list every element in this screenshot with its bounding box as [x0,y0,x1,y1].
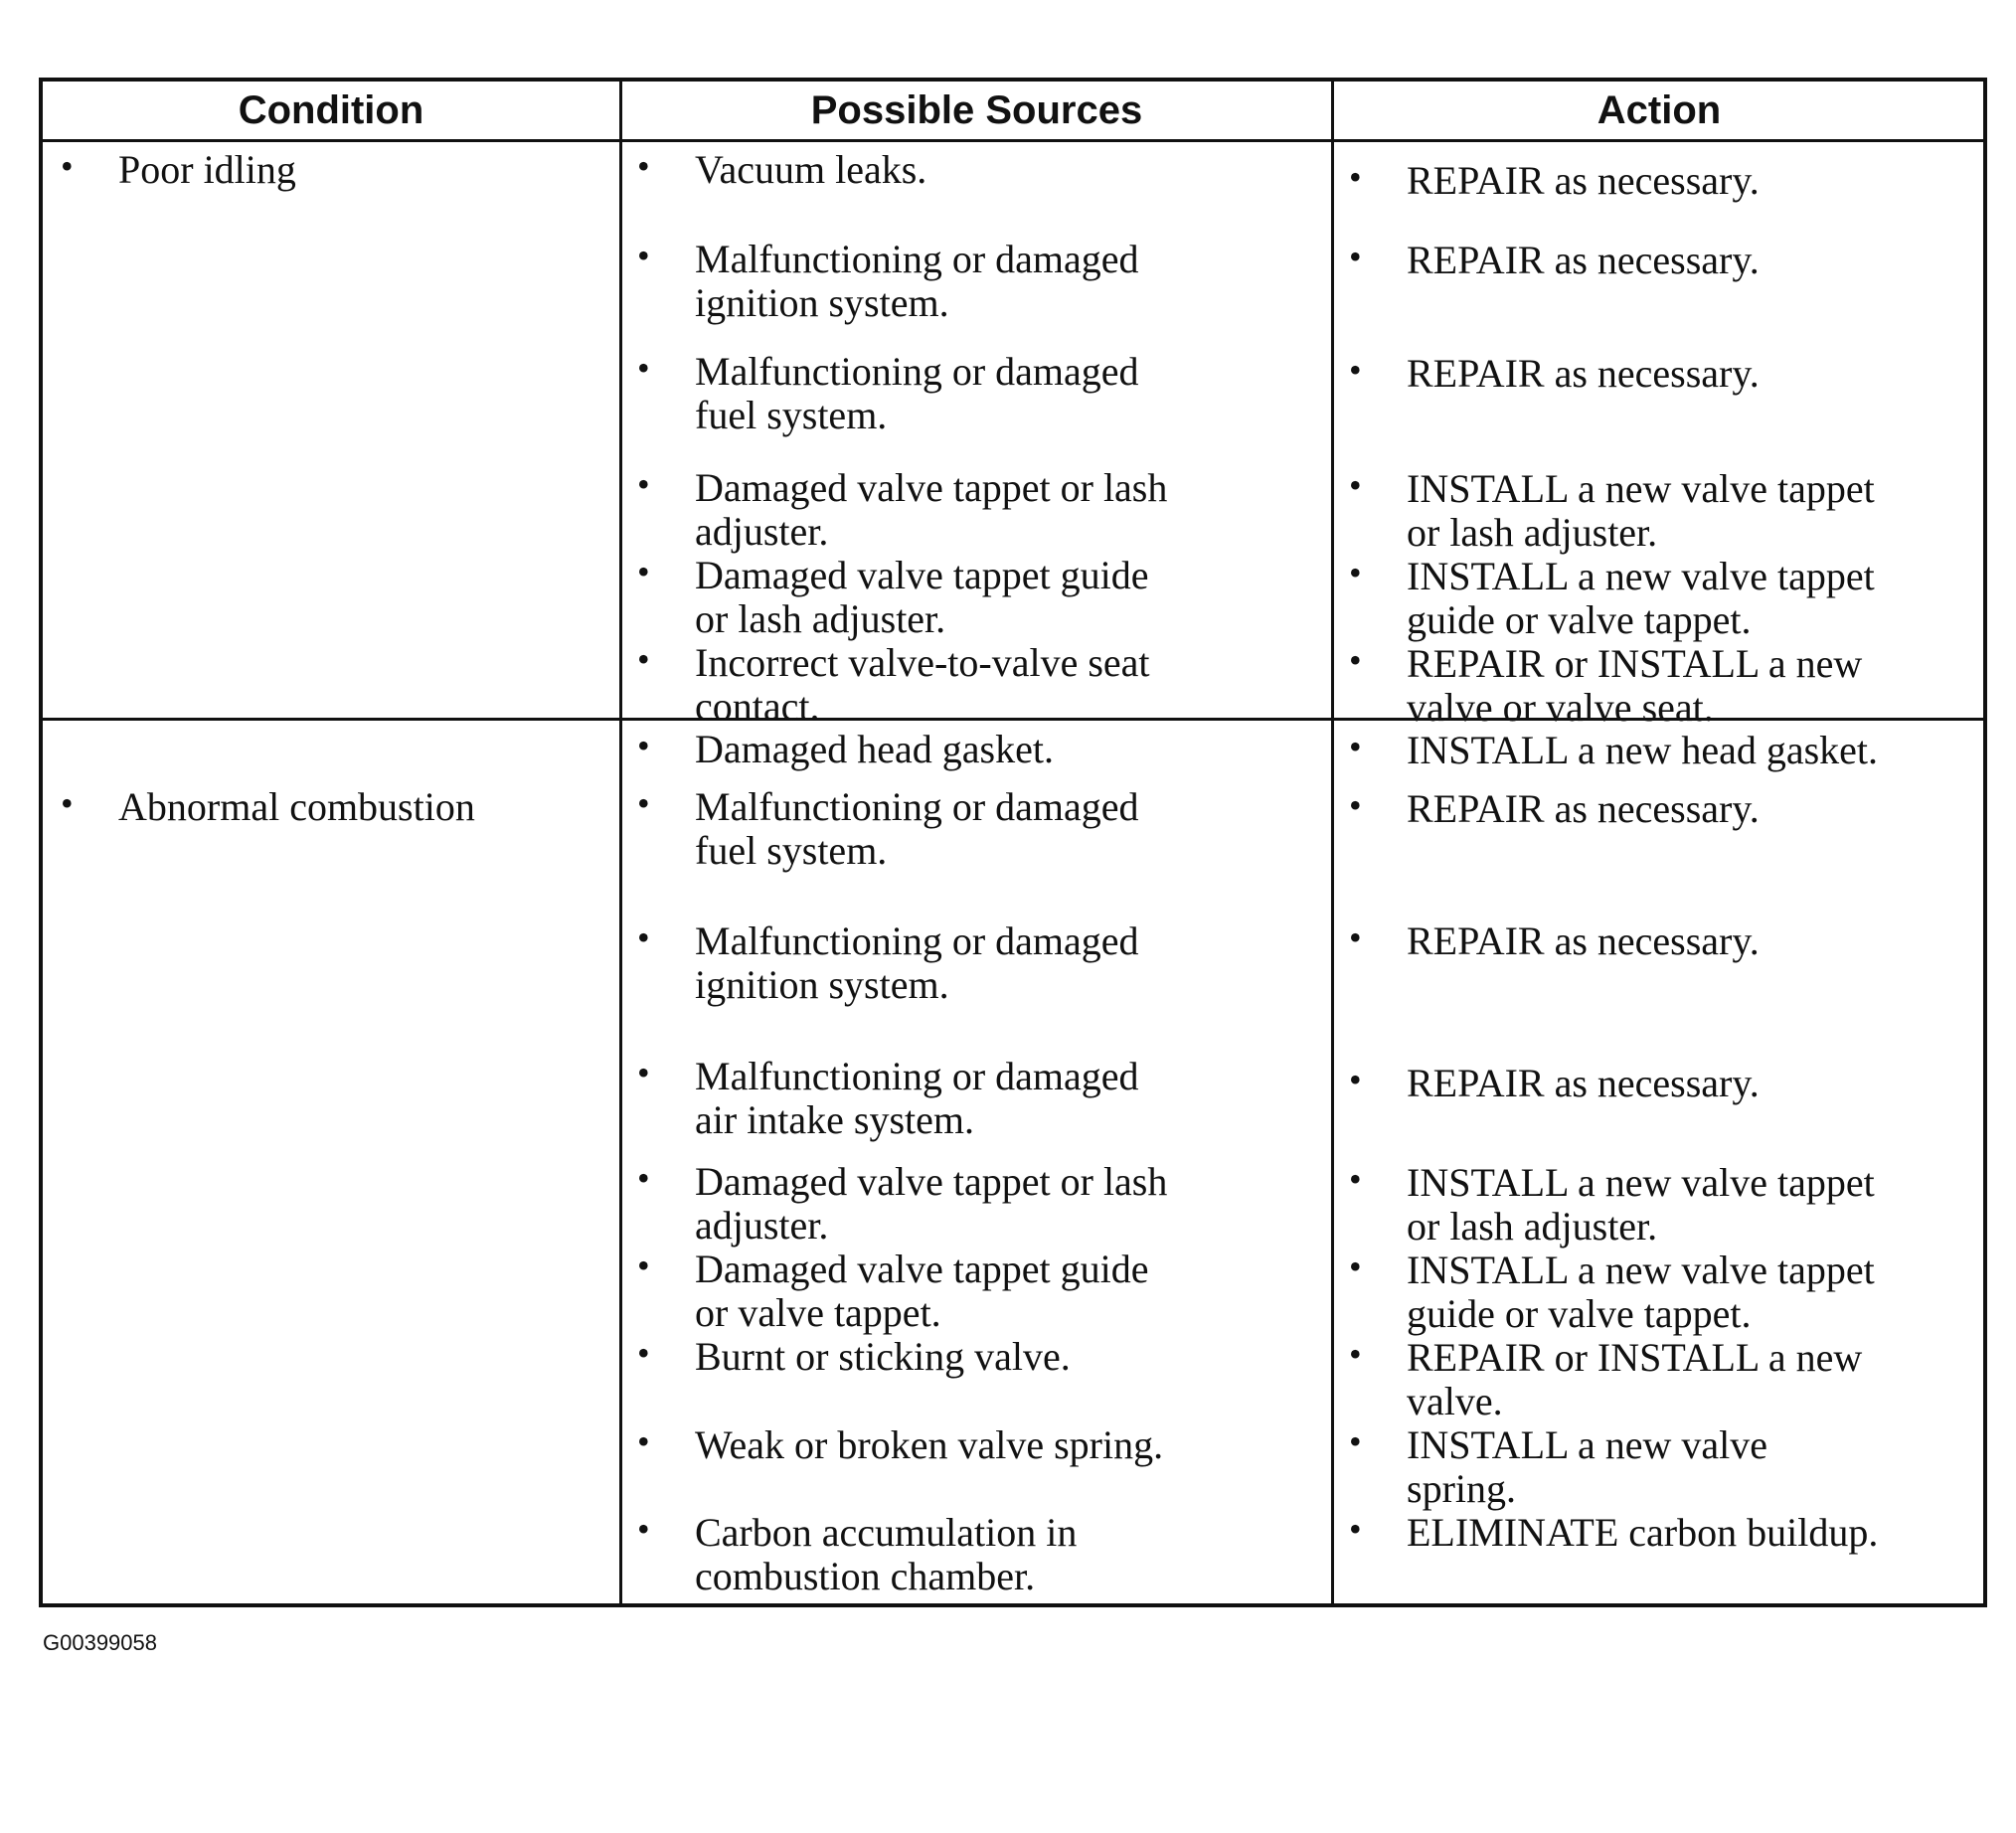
bullet-icon: • [637,1509,650,1549]
bullet-icon: • [637,1246,650,1285]
source-item: Damaged valve tappet guide or valve tappet. [695,1247,1149,1335]
bullet-icon: • [637,1053,650,1092]
bullet-icon: • [637,1421,650,1461]
action-item: REPAIR or INSTALL a new valve or valve seat. [1407,641,1863,730]
action-item: INSTALL a new valve tappet guide or valve tappet. [1407,554,1875,642]
header-action: Action [1596,88,1722,132]
bullet-icon: • [637,236,650,275]
source-item: Malfunctioning or damaged fuel system. [695,784,1139,873]
figure-id: G00399058 [43,1630,157,1655]
condition-text: Poor idling [118,147,296,192]
action-item: REPAIR as necessary. [1407,786,1760,831]
action-item: INSTALL a new valve spring. [1407,1422,1767,1511]
source-item: Incorrect valve-to-valve seat contact. [695,640,1150,729]
action-item: REPAIR as necessary. [1407,158,1760,203]
bullet-icon: • [637,146,650,186]
source-item: Damaged valve tappet or lash adjuster. [695,1159,1168,1248]
source-item: Damaged valve tappet or lash adjuster. [695,465,1168,554]
bullet-icon: • [1349,237,1362,276]
source-item: Burnt or sticking valve. [695,1334,1071,1379]
bullet-icon: • [637,726,650,765]
action-item: INSTALL a new valve tappet or lash adjuster. [1407,466,1875,555]
bullet-icon: • [1349,465,1362,505]
bullet-icon: • [637,639,650,679]
table-header-row [43,82,1983,142]
source-item: Malfunctioning or damaged ignition system. [695,237,1139,325]
source-item: Vacuum leaks. [695,147,927,192]
source-item: Damaged head gasket. [695,727,1054,771]
action-item: REPAIR as necessary. [1407,351,1760,396]
column-divider [1331,82,1334,1603]
source-item: Malfunctioning or damaged air intake system. [695,1054,1139,1142]
bullet-icon: • [1349,727,1362,766]
action-item: REPAIR as necessary. [1407,238,1760,282]
header-possible-sources: Possible Sources [810,88,1143,132]
bullet-icon: • [637,348,650,388]
bullet-icon: • [637,783,650,823]
header-condition: Condition [238,88,424,132]
bullet-icon: • [1349,1060,1362,1099]
action-item: INSTALL a new head gasket. [1407,728,1879,772]
diagnosis-table [39,78,1987,1607]
source-item: Damaged valve tappet guide or lash adjuster. [695,553,1149,641]
bullet-icon: • [637,464,650,504]
bullet-icon: • [1349,640,1362,680]
column-divider [619,82,622,1603]
source-item: Malfunctioning or damaged ignition system. [695,918,1139,1007]
bullet-icon: • [1349,1334,1362,1374]
bullet-icon: • [1349,1421,1362,1461]
bullet-icon: • [61,783,74,823]
action-item: REPAIR as necessary. [1407,918,1760,963]
source-item: Weak or broken valve spring. [695,1422,1164,1467]
action-item: ELIMINATE carbon buildup. [1407,1510,1879,1555]
condition-text: Abnormal combustion [118,784,475,829]
bullet-icon: • [1349,1509,1362,1549]
source-item: Malfunctioning or damaged fuel system. [695,349,1139,437]
action-item: REPAIR or INSTALL a new valve. [1407,1335,1863,1423]
bullet-icon: • [1349,157,1362,197]
bullet-icon: • [1349,917,1362,957]
bullet-icon: • [637,1158,650,1198]
action-item: INSTALL a new valve tappet guide or valve tappet. [1407,1248,1875,1336]
bullet-icon: • [1349,1247,1362,1286]
bullet-icon: • [1349,1159,1362,1199]
action-item: REPAIR as necessary. [1407,1061,1760,1105]
source-item: Carbon accumulation in combustion chamber. [695,1510,1078,1598]
bullet-icon: • [637,917,650,957]
action-item: INSTALL a new valve tappet or lash adjuster. [1407,1160,1875,1249]
bullet-icon: • [61,146,74,186]
bullet-icon: • [1349,350,1362,390]
bullet-icon: • [637,552,650,591]
bullet-icon: • [637,1333,650,1373]
bullet-icon: • [1349,553,1362,592]
bullet-icon: • [1349,785,1362,825]
